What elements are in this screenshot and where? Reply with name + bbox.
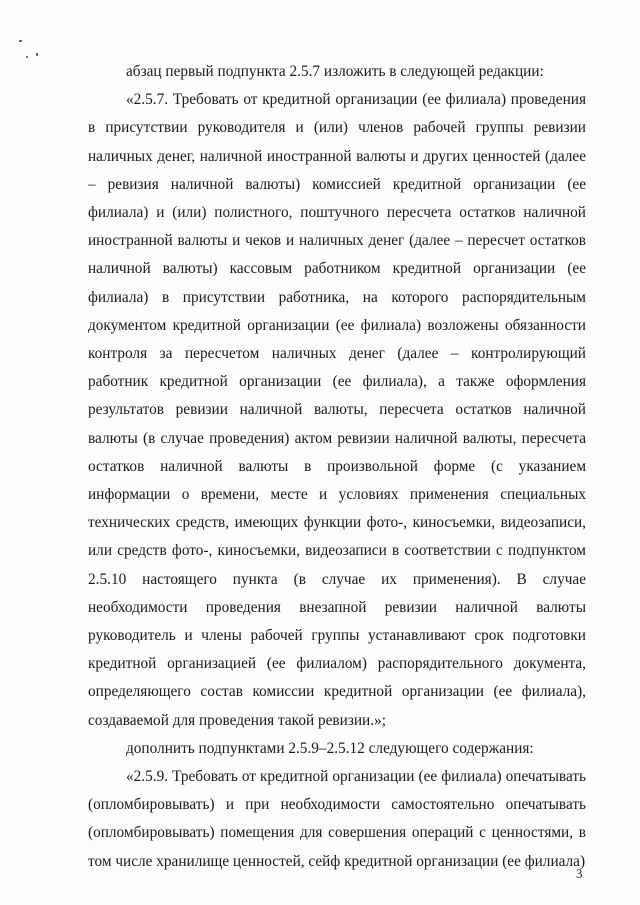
- document-body: [88, 58, 586, 876]
- paragraph-2-5-9: «2.5.9. Требовать от кредитной организации (ее филиала) опечатывать (опломбировывать) и при необходимости самостоятельно опечатывать (опломбировывать) помещения для совершения операций с ценностями, в том числе хранилище ценностей, сейф кредитной организации (ее филиала): [88, 768, 586, 870]
- scan-speck: [26, 56, 28, 58]
- paragraph-intro: абзац первый подпункта 2.5.7 изложить в следующей редакции:: [126, 63, 544, 80]
- scan-speck: [36, 53, 38, 56]
- paragraph-2-5-7: «2.5.7. Требовать от кредитной организации (ее филиала) проведения в присутствии руководителя и (или) членов рабочей группы ревизии наличных денег, наличной иностранной валюты и других ценностей (далее – ревизия наличной валюты) комиссией кредитной организации (ее филиала) и (или) полистного, поштучного пересчета остатков наличной иностранной валюты и чеков и наличных денег (далее – пересчет остатков наличной валюты) кассовым работником кредитной организации (ее филиала) в присутствии работника, на которого распорядительным документом кредитной организации (ее филиала) возложены обязанности контроля за пересчетом наличных денег (далее – контролирующий работник кредитной организации (ее филиала), а также оформления результатов ревизии наличной валюты, пересчета остатков наличной валюты (в случае проведения) актом ревизии наличной валюты, пересчета остатков наличной валюты в произвольной форме (с указанием информации о времени, месте и условиях применения специальных технических средств, имеющих функции фото-, киносъемки, видеозаписи, или средств фото-, киносъемки, видеозаписи в соответствии с подпунктом 2.5.10 настоящего пункта (в случае их применения). В случае необходимости проведения внезапной ревизии наличной валюты руководитель и члены рабочей группы устанавливают срок подготовки кредитной организацией (ее филиалом) распорядительного документа, определяющего состав комиссии кредитной организации (ее филиала), создаваемой для проведения такой ревизии.»;: [88, 91, 586, 729]
- scan-speck: [19, 40, 22, 42]
- paragraph-amendment: дополнить подпунктами 2.5.9–2.5.12 следующего содержания:: [126, 739, 534, 757]
- page-number: 3: [576, 866, 583, 881]
